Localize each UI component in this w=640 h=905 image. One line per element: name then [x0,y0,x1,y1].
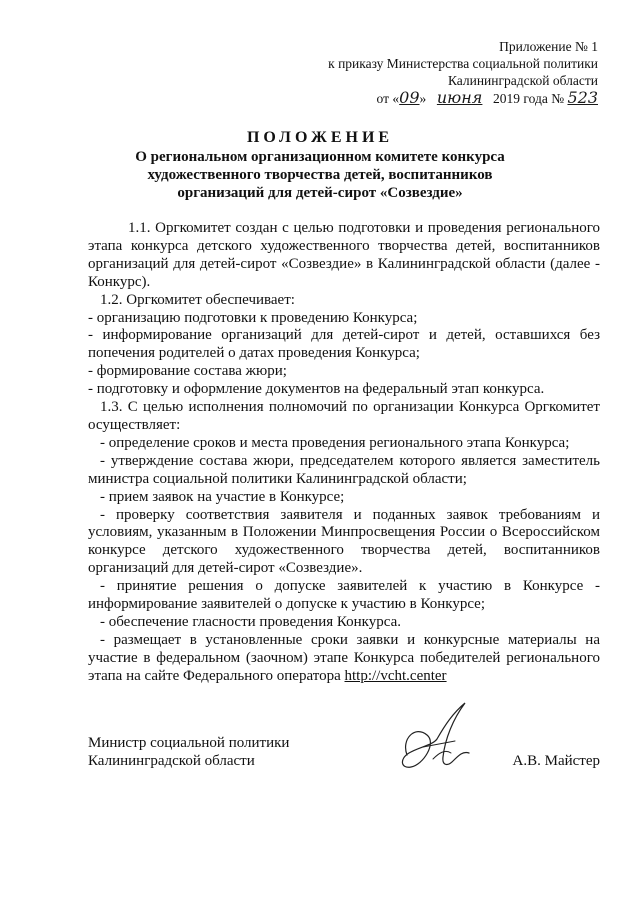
appendix-header [328,38,598,107]
paragraph-1-2: 1.2. Оргкомитет обеспечивает: [100,291,295,308]
list-item: - утверждение состава жюри, председателем которого является заместитель министра социальной политики Калининградской области; [88,452,600,487]
date-prefix: от « [376,91,400,106]
date-mid: » [419,91,427,106]
list-item: - информирование организаций для детей-сирот и детей, оставшихся без попечения родителей о датах проведения Конкурса; [88,327,600,362]
list-item: - принятие решения о допуске заявителей к участию в Конкурсе - информирование заявителей о допуске к участию в Конкурсе; [88,578,600,613]
list-item: - определение сроков и места проведения регионального этапа Конкурса; [100,434,570,451]
list-item: - обеспечение гласности проведения Конкурса. [100,613,402,630]
title-line-2: художественного творчества детей, воспитанников [147,167,493,183]
handwritten-signature-icon [393,695,481,783]
document-body [88,220,600,686]
appendix-region: Калининградской области [447,73,598,88]
signatory-name: А.В. Майстер [512,753,600,769]
list-item-text: - размещает в установленные сроки заявки и конкурсные материалы на участие в федеральном (заочном) этапе Конкурса победителей регионального этапа на сайте Федерального оператора [88,631,600,684]
appendix-title: Приложение № 1 [499,39,598,54]
operator-website-link[interactable]: http://vcht.center [344,667,447,684]
title-line-1: О региональном организационном комитете конкурса [135,149,505,165]
paragraph-1-3: 1.3. С целью исполнения полномочий по организации Конкурса Оргкомитет осуществляет: [88,399,600,433]
position-line-1: Министр социальной политики [88,735,290,751]
handwritten-day: 09 [399,88,420,107]
list-item: - подготовку и оформление документов на федеральный этап конкурса. [88,381,545,398]
handwritten-order-number: 523 [567,88,598,107]
date-year: 2019 года № [493,91,565,106]
appendix-order-ref: к приказу Министерства социальной политики [328,56,598,71]
title-heading: ПОЛОЖЕНИЕ [246,129,394,146]
list-item: - прием заявок на участие в Конкурсе; [100,488,345,505]
position-line-2: Калининградской области [88,753,255,769]
list-item-with-link [88,632,600,686]
list-item: - проверку соответствия заявителя и поданных заявок требованиям и условиям, указанным в Положении Минпросвещения России о Всероссийском конкурсе детского художественного творчества детей, воспитанников организаций для детей-сирот «Созвездие». [88,506,600,577]
title-line-3: организаций для детей-сирот «Созвездие» [177,185,463,201]
paragraph-1-1: 1.1. Оргкомитет создан с целью подготовки и проведения регионального этапа конкурса детского художественного творчества детей, воспитанников организаций для детей-сирот «Созвездие» в Калининградской области (далее - Конкурс). [88,220,600,290]
list-item: - организацию подготовки к проведению Конкурса; [88,309,418,326]
document-title [0,128,640,202]
signatory-position [88,734,289,770]
list-item: - формирование состава жюри; [88,363,287,380]
appendix-date-line [328,89,598,107]
handwritten-month: июня [436,88,483,107]
